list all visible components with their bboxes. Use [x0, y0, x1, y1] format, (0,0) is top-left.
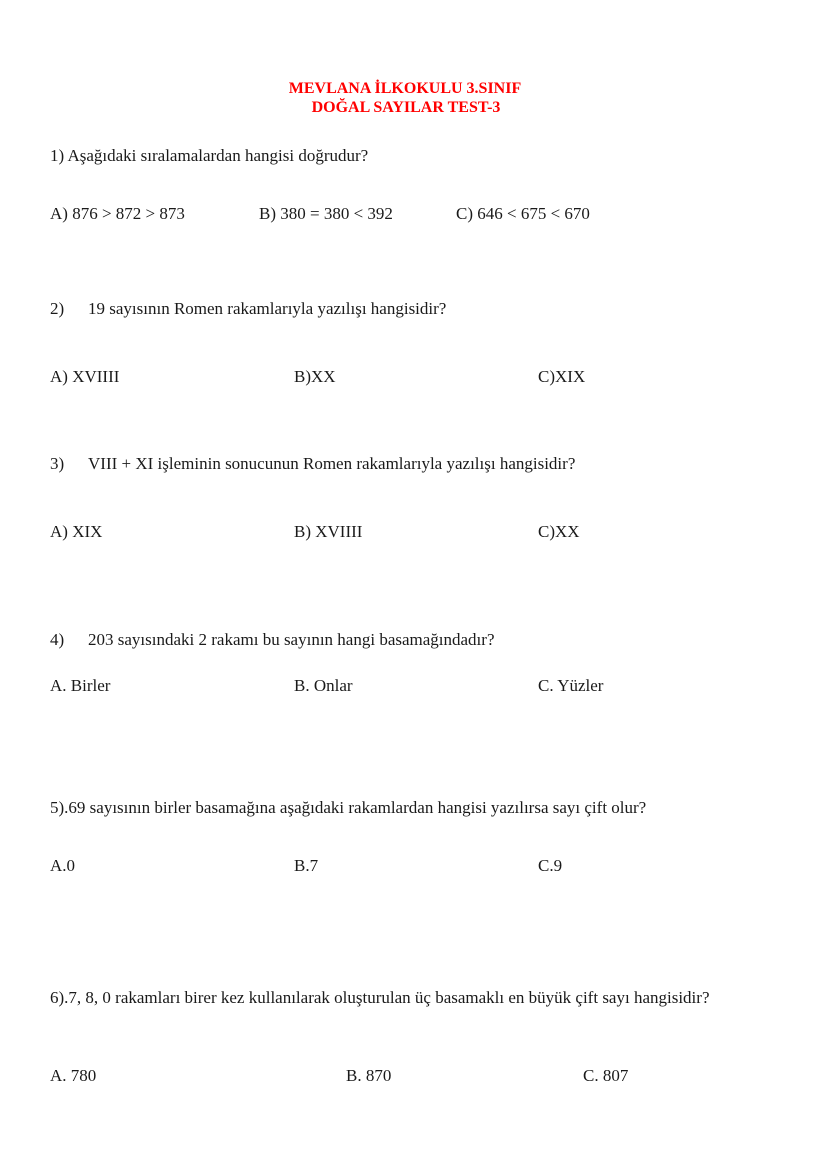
option-c: C)XIX	[538, 367, 586, 386]
question-text	[50, 628, 495, 652]
question-number: 4)	[50, 630, 65, 649]
question-body: VIII + XI işleminin sonucunun Romen rakamlarıyla yazılışı hangisidir?	[88, 454, 576, 473]
question-text: 1) Aşağıdaki sıralamalardan hangisi doğrudur?	[50, 146, 369, 165]
option-a: A) XVIIII	[50, 367, 120, 386]
option-a: A. 780	[50, 1066, 97, 1085]
question-body: 19 sayısının Romen rakamlarıyla yazılışı hangisidir?	[88, 299, 447, 318]
option-a: A) 876 > 872 > 873	[50, 204, 185, 223]
option-b: B) 380 = 380 < 392	[259, 204, 393, 223]
option-c: C) 646 < 675 < 670	[456, 204, 590, 223]
option-c: C.9	[538, 856, 563, 875]
option-c: C)XX	[538, 522, 580, 541]
option-b: B) XVIIII	[294, 522, 363, 541]
question-text	[50, 297, 446, 321]
option-a: A.0	[50, 856, 76, 875]
test-title: DOĞAL SAYILAR TEST-3	[311, 99, 501, 116]
option-a: A) XIX	[50, 522, 103, 541]
option-c: C. Yüzler	[538, 676, 604, 695]
question-body: 203 sayısındaki 2 rakamı bu sayının hangi basamağındadır?	[88, 630, 495, 649]
option-b: B. Onlar	[294, 676, 353, 695]
option-c: C. 807	[583, 1066, 629, 1085]
school-title: MEVLANA İLKOKULU 3.SINIF	[288, 80, 522, 97]
question-text: 5).69 sayısının birler basamağına aşağıdaki rakamlardan hangisi yazılırsa sayı çift olur?	[50, 798, 647, 817]
option-b: B. 870	[346, 1066, 392, 1085]
option-a: A. Birler	[50, 676, 111, 695]
question-text: 6).7, 8, 0 rakamları birer kez kullanılarak oluşturulan üç basamaklı en büyük çift sayı hangisidir?	[50, 988, 710, 1007]
option-b: B)XX	[294, 367, 336, 386]
question-text	[50, 452, 575, 476]
question-number: 3)	[50, 454, 65, 473]
question-number: 2)	[50, 299, 65, 318]
option-b: B.7	[294, 856, 319, 875]
